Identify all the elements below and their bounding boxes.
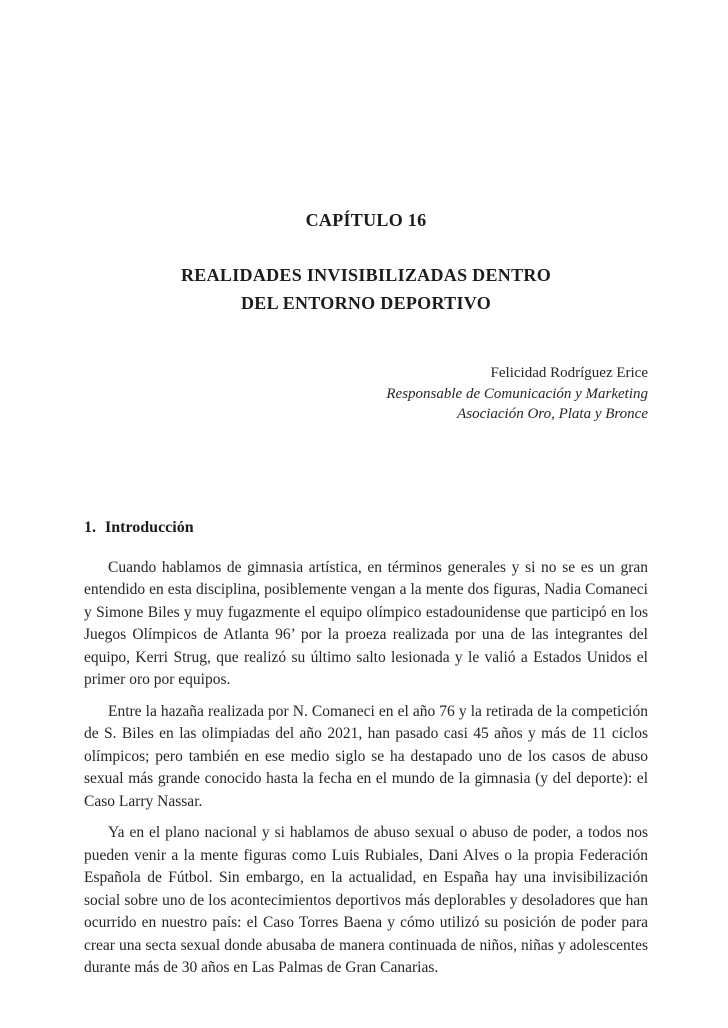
chapter-title-line2: DEL ENTORNO DEPORTIVO <box>240 293 492 313</box>
chapter-label: CAPÍTULO 16 <box>305 210 427 230</box>
section-title: Introducción <box>105 518 194 536</box>
author-organization: Asociación Oro, Plata y Bronce <box>457 406 648 422</box>
chapter-title-line1: REALIDADES INVISIBILIZADAS DENTRO <box>181 265 551 285</box>
author-block <box>84 363 648 425</box>
paragraph-introduccion-1: Cuando hablamos de gimnasia artística, en términos generales y si no se es un gran entendido en esta disciplina, posiblemente vengan a la mente dos figuras, Nadia Comaneci y Simone Biles y muy fugazmente el equipo olímpico estadounidense que participó en los Juegos Olímpicos de Atlanta 96’ por la proeza realizada por una de las integrantes del equipo, Kerri Strug, que realizó su último salto lesionada y le valió a Estados Unidos el primer oro por equipos. <box>84 558 648 688</box>
chapter-title <box>84 261 648 317</box>
section-number: 1. <box>84 518 96 536</box>
author-name: Felicidad Rodríguez Erice <box>490 365 648 381</box>
author-role: Responsable de Comunicación y Marketing <box>386 385 648 402</box>
body-text <box>84 557 648 980</box>
paragraph-introduccion-2: Entre la hazaña realizada por N. Comaneci en el año 76 y la retirada de la competición de S. Biles en las olimpiadas del año 2021, han pasado casi 45 años y más de 11 ciclos olímpicos; pero también en ese medio siglo se ha destapado uno de los casos de abuso sexual más grande conocido hasta la fecha en el mundo de la gimnasia (y del deporte): el Caso Larry Nassar. <box>84 702 648 810</box>
section-heading <box>84 425 648 537</box>
paragraph-introduccion-3: Ya en el plano nacional y si hablamos de abuso sexual o abuso de poder, a todos nos pueden venir a la mente figuras como Luis Rubiales, Dani Alves o la propia Federación Española de Fútbol. Sin embargo, en la actualidad, en España hay una invisibilización social sobre uno de los acontecimientos deportivos más deplorables y desoladores que han ocurrido en nuestro país: el Caso Torres Baena y cómo utilizó su posición de poder para crear una secta sexual donde abusaba de manera continuada de niños, niñas y adolescentes durante más de 30 años en Las Palmas de Gran Canarias. <box>84 824 648 976</box>
